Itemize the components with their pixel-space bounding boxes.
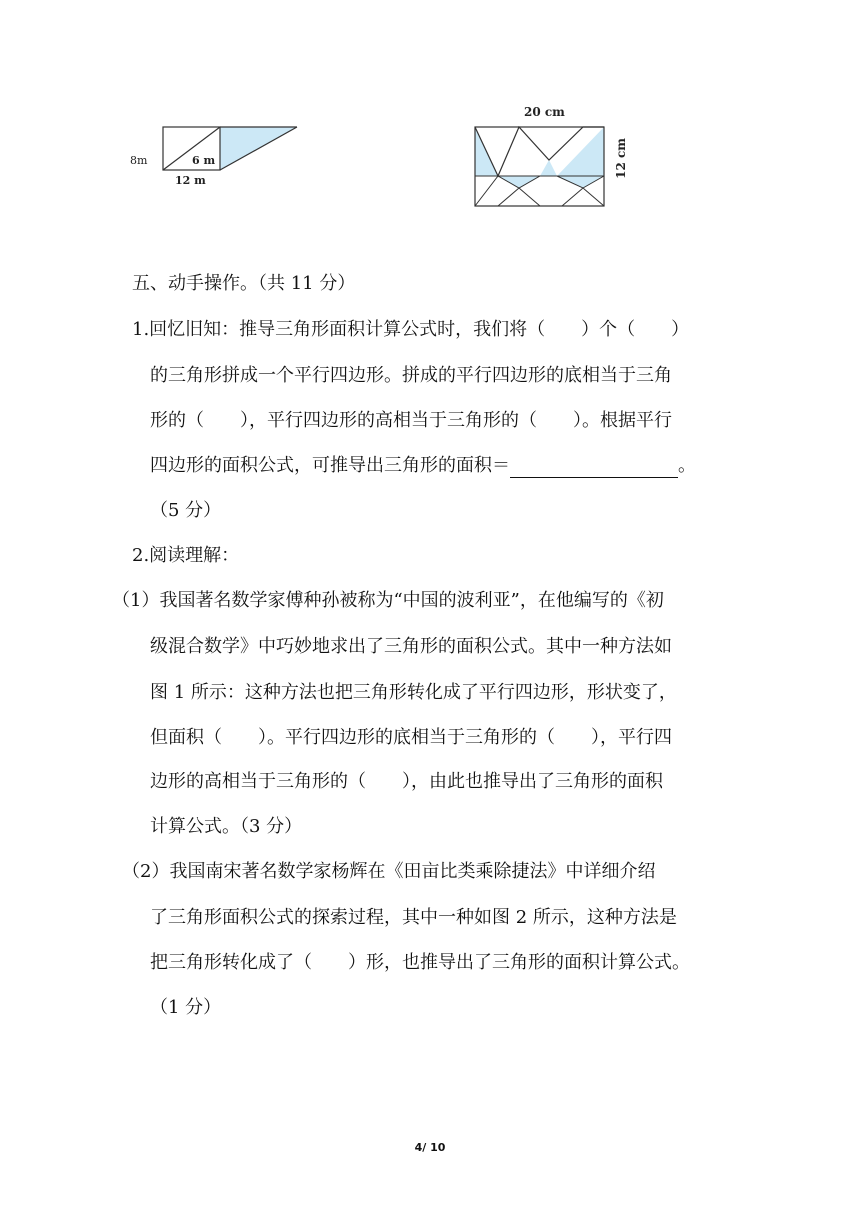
- q1-line4-end: 。: [678, 455, 696, 476]
- q1-line4: [150, 454, 750, 478]
- q1-line1: 1.回忆旧知：推导三角形面积计算公式时，我们将（ ）个（ ）: [132, 319, 690, 340]
- q2-p1-line3: 图 1 所示：这种方法也把三角形转化成了平行四边形，形状变了，: [150, 682, 677, 703]
- fig2-lower-diag-c: [583, 188, 604, 206]
- fig2-top-label: 20 cm: [524, 105, 565, 119]
- q2-p1-line5: 边形的高相当于三角形的（ ），由此也推导出了三角形的面积: [150, 771, 663, 792]
- fig2-shade-right: [557, 127, 604, 176]
- fig1-side-label: 8m: [130, 154, 148, 167]
- fig2-side-label: 12 cm: [614, 138, 628, 179]
- q1-line2: 的三角形拼成一个平行四边形。拼成的平行四边形的底相当于三角: [150, 365, 672, 386]
- fig1-base-label: 12 m: [175, 174, 206, 187]
- q2-p1-line6: 计算公式。（3 分）: [150, 816, 303, 837]
- fig1-inner-label: 6 m: [192, 154, 216, 167]
- section-heading: 五、动手操作。（共 11 分）: [132, 273, 356, 294]
- fig2-lower-diag-a: [519, 188, 540, 206]
- q2-p1-line4: 但面积（ ）。平行四边形的底相当于三角形的（ ），平行四: [150, 727, 672, 748]
- figure-rectangle-parallelogram: [120, 118, 320, 198]
- fig2-lower-diag-d: [562, 188, 583, 206]
- figure2-svg: [462, 98, 637, 213]
- figure1-svg: [120, 118, 320, 198]
- q2-p2-line1: （2）我国南宋著名数学家杨辉在《田亩比类乘除捷法》中详细介绍: [122, 861, 656, 882]
- page-number: 4/ 10: [414, 1141, 446, 1154]
- q2-p2-line4: （1 分）: [150, 997, 222, 1018]
- answer-blank[interactable]: [510, 459, 678, 478]
- q2-p1-line2: 级混合数学》中巧妙地求出了三角形的面积公式。其中一种方法如: [150, 636, 672, 657]
- q1-line4-text: 四边形的面积公式，可推导出三角形的面积＝: [150, 455, 510, 476]
- q1-line3: 形的（ ），平行四边形的高相当于三角形的（ ）。根据平行: [150, 410, 672, 431]
- fig2-lower-diag-b: [498, 188, 519, 206]
- q2-p1-line1: （1）我国著名数学家傅种孙被称为“中国的波利亚”，在他编写的《初: [112, 590, 664, 611]
- q2-p2-line3: 把三角形转化成了（ ）形，也推导出了三角形的面积计算公式。: [150, 952, 690, 973]
- fig2-shade-bottom-right: [557, 176, 604, 188]
- fig2-shade-mid: [540, 160, 557, 176]
- q2-title: 2.阅读理解：: [132, 545, 240, 566]
- q2-p2-line2: 了三角形面积公式的探索过程，其中一种如图 2 所示，这种方法是: [150, 907, 677, 928]
- fig2-shade-bottom-left: [498, 176, 540, 188]
- q1-score: （5 分）: [150, 500, 222, 521]
- figure-zigzag-rectangle: [462, 98, 637, 213]
